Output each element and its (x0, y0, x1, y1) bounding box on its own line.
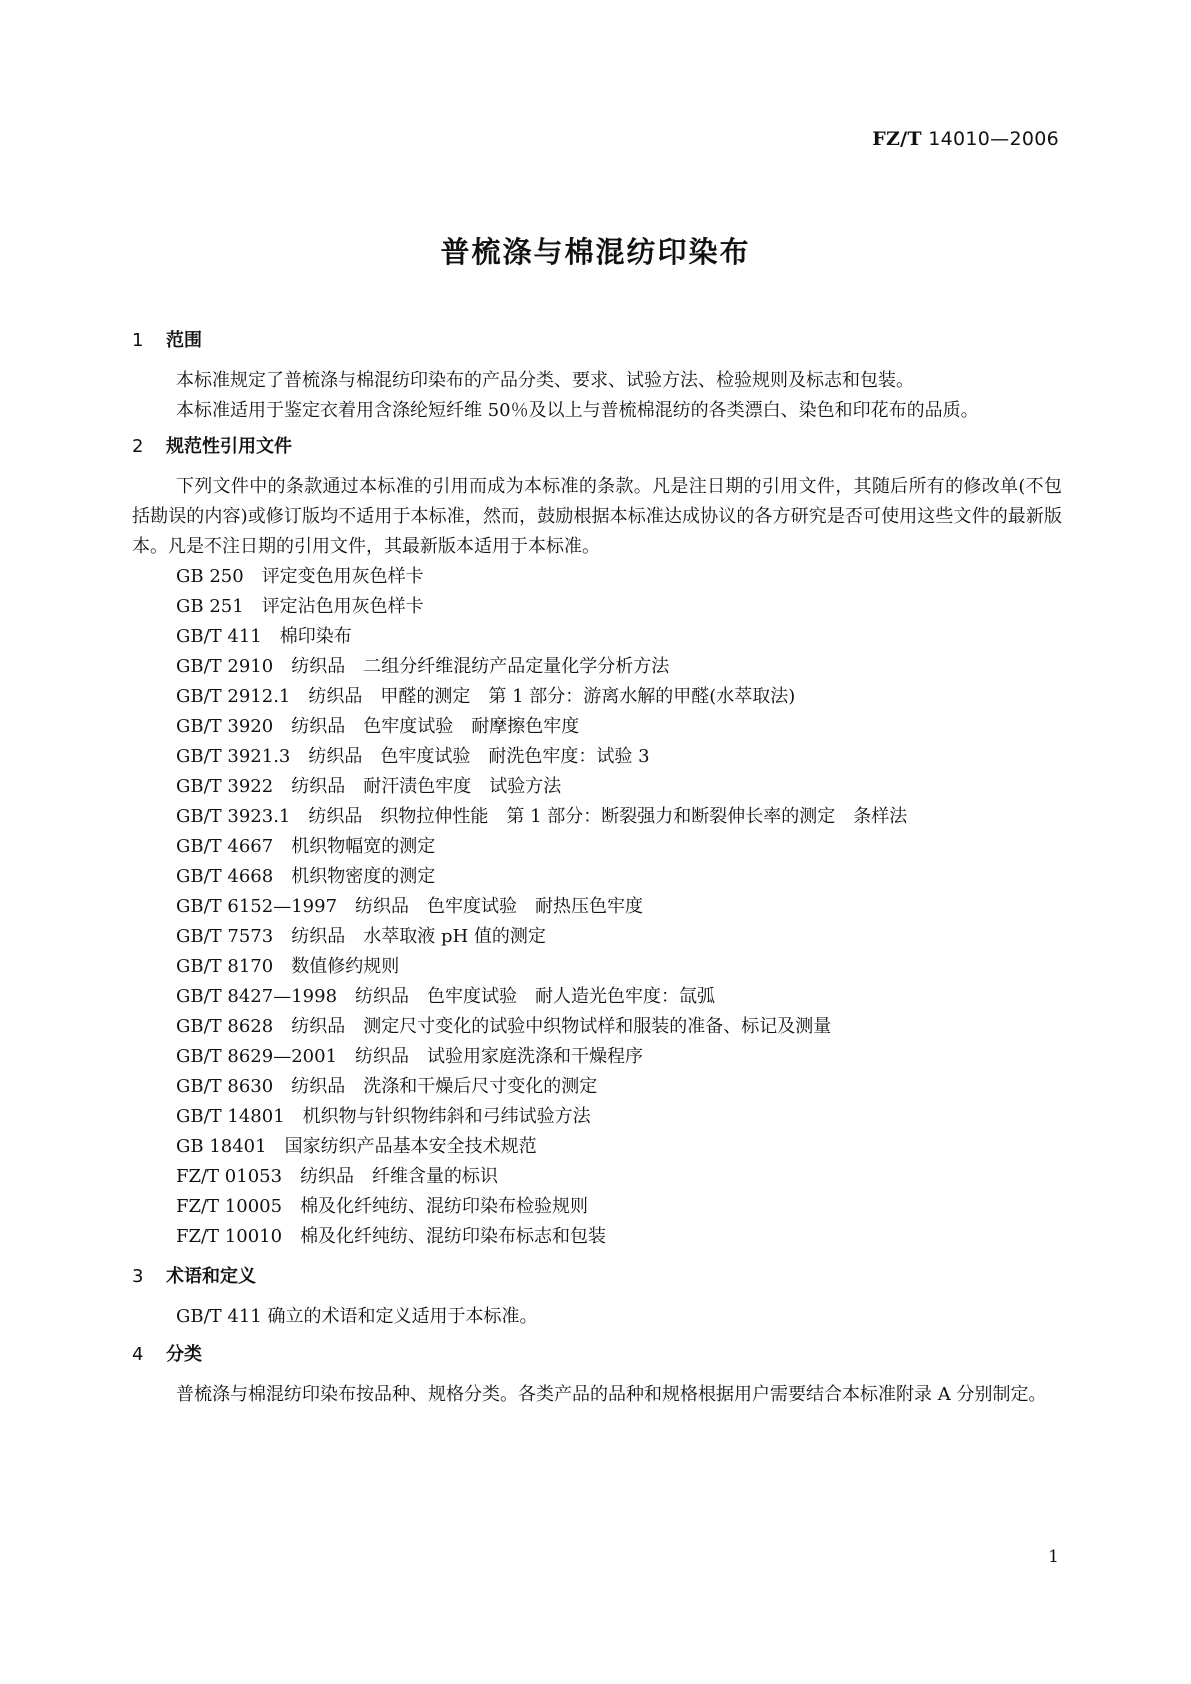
reference-code: GB 251 (176, 596, 244, 617)
reference-code: FZ/T 10005 (176, 1196, 283, 1217)
section-heading (132, 1344, 1062, 1366)
reference-item (176, 592, 1062, 622)
reference-title: 棉及化纤纯纺、混纺印染布标志和包装 (300, 1226, 607, 1247)
reference-code: GB/T 3923.1 (176, 806, 291, 827)
reference-code: GB/T 8427—1998 (176, 986, 338, 1007)
reference-code: GB/T 411 (176, 626, 262, 647)
reference-item (176, 1222, 1062, 1252)
reference-code: GB 250 (176, 566, 244, 587)
section-classification (132, 1344, 1062, 1410)
section-normative-references (132, 436, 1062, 1252)
reference-title: 纺织品 纤维含量的标识 (300, 1166, 499, 1187)
reference-code: GB/T 3920 (176, 716, 274, 737)
reference-list (132, 562, 1062, 1252)
reference-item (176, 1042, 1062, 1072)
reference-item (176, 982, 1062, 1012)
paragraph: 本标准适用于鉴定衣着用含涤纶短纤维 50％及以上与普梳棉混纺的各类漂白、染色和印花布的品质。 (176, 400, 979, 421)
paragraph: 普梳涤与棉混纺印染布按品种、规格分类。各类产品的品种和规格根据用户需要结合本标准附录 A 分别制定。 (176, 1384, 1047, 1405)
reference-code: GB/T 8170 (176, 956, 274, 977)
reference-title: 棉及化纤纯纺、混纺印染布检验规则 (300, 1196, 589, 1217)
reference-title: 纺织品 水萃取液 pH 值的测定 (291, 926, 546, 947)
section-title: 范围 (166, 330, 202, 351)
reference-code: GB/T 3921.3 (176, 746, 291, 767)
reference-item (176, 1102, 1062, 1132)
reference-title: 纺织品 试验用家庭洗涤和干燥程序 (355, 1046, 644, 1067)
reference-code: GB/T 8629—2001 (176, 1046, 338, 1067)
paragraph: 下列文件中的条款通过本标准的引用而成为本标准的条款。凡是注日期的引用文件，其随后所有的修改单(不包括勘误的内容)或修订版均不适用于本标准，然而，鼓励根据本标准达成协议的各方研究是否可使用这些文件的最新版本。凡是不注日期的引用文件，其最新版本适用于本标准。 (132, 476, 1062, 557)
document-body (132, 330, 1062, 1410)
reference-code: GB/T 4668 (176, 866, 274, 887)
reference-item (176, 1192, 1062, 1222)
reference-item (176, 772, 1062, 802)
section-heading (132, 1266, 1062, 1288)
reference-title: 纺织品 二组分纤维混纺产品定量化学分析方法 (291, 656, 670, 677)
standard-code (872, 128, 1059, 150)
standard-number: 14010—2006 (928, 128, 1059, 150)
reference-title: 纺织品 色牢度试验 耐摩擦色牢度 (291, 716, 580, 737)
reference-code: GB/T 3922 (176, 776, 274, 797)
reference-item (176, 832, 1062, 862)
reference-title: 纺织品 织物拉伸性能 第 1 部分：断裂强力和断裂伸长率的测定 条样法 (308, 806, 908, 827)
reference-code: GB/T 2912.1 (176, 686, 291, 707)
reference-code: GB/T 4667 (176, 836, 274, 857)
standard-org: FZ/T (872, 128, 922, 150)
reference-title: 纺织品 甲醛的测定 第 1 部分：游离水解的甲醛(水萃取法) (308, 686, 796, 707)
section-number: 3 (132, 1266, 144, 1287)
section-number: 4 (132, 1344, 144, 1365)
reference-title: 纺织品 色牢度试验 耐人造光色牢度：氙弧 (355, 986, 716, 1007)
reference-title: 机织物密度的测定 (291, 866, 436, 887)
reference-title: 机织物幅宽的测定 (291, 836, 436, 857)
reference-item (176, 742, 1062, 772)
section-scope (132, 330, 1062, 426)
reference-title: 纺织品 色牢度试验 耐热压色牢度 (355, 896, 644, 917)
section-title: 术语和定义 (166, 1266, 256, 1287)
document-title: 普梳涤与棉混纺印染布 (440, 235, 751, 269)
section-title: 分类 (166, 1344, 202, 1365)
reference-code: GB/T 7573 (176, 926, 274, 947)
reference-title: 纺织品 色牢度试验 耐洗色牢度：试验 3 (308, 746, 650, 767)
reference-item (176, 652, 1062, 682)
paragraph: 本标准规定了普梳涤与棉混纺印染布的产品分类、要求、试验方法、检验规则及标志和包装。 (176, 370, 914, 391)
reference-title: 棉印染布 (279, 626, 352, 647)
reference-item (176, 712, 1062, 742)
reference-item (176, 1072, 1062, 1102)
page-number: 1 (1048, 1547, 1059, 1567)
reference-item (176, 682, 1062, 712)
reference-title: 评定沾色用灰色样卡 (261, 596, 424, 617)
reference-code: GB/T 14801 (176, 1106, 285, 1127)
reference-item (176, 622, 1062, 652)
reference-item (176, 1162, 1062, 1192)
reference-code: GB 18401 (176, 1136, 267, 1157)
reference-item (176, 862, 1062, 892)
reference-title: 数值修约规则 (291, 956, 400, 977)
reference-title: 纺织品 测定尺寸变化的试验中织物试样和服装的准备、标记及测量 (291, 1016, 832, 1037)
section-number: 1 (132, 330, 144, 351)
reference-title: 评定变色用灰色样卡 (261, 566, 424, 587)
reference-item (176, 922, 1062, 952)
reference-item (176, 952, 1062, 982)
reference-item (176, 892, 1062, 922)
reference-code: FZ/T 10010 (176, 1226, 283, 1247)
reference-title: 纺织品 耐汗渍色牢度 试验方法 (291, 776, 562, 797)
reference-item (176, 802, 1062, 832)
section-heading (132, 436, 1062, 458)
reference-code: GB/T 2910 (176, 656, 274, 677)
reference-code: GB/T 6152—1997 (176, 896, 338, 917)
section-heading (132, 330, 1062, 352)
reference-item (176, 1012, 1062, 1042)
reference-title: 机织物与针织物纬斜和弓纬试验方法 (302, 1106, 591, 1127)
reference-item (176, 562, 1062, 592)
reference-code: GB/T 8630 (176, 1076, 274, 1097)
reference-item (176, 1132, 1062, 1162)
reference-title: 国家纺织产品基本安全技术规范 (284, 1136, 537, 1157)
paragraph: GB/T 411 确立的术语和定义适用于本标准。 (176, 1306, 538, 1327)
section-terms-definitions (132, 1266, 1062, 1332)
section-title: 规范性引用文件 (166, 436, 292, 457)
reference-code: FZ/T 01053 (176, 1166, 283, 1187)
reference-title: 纺织品 洗涤和干燥后尺寸变化的测定 (291, 1076, 598, 1097)
reference-code: GB/T 8628 (176, 1016, 274, 1037)
section-number: 2 (132, 436, 144, 457)
